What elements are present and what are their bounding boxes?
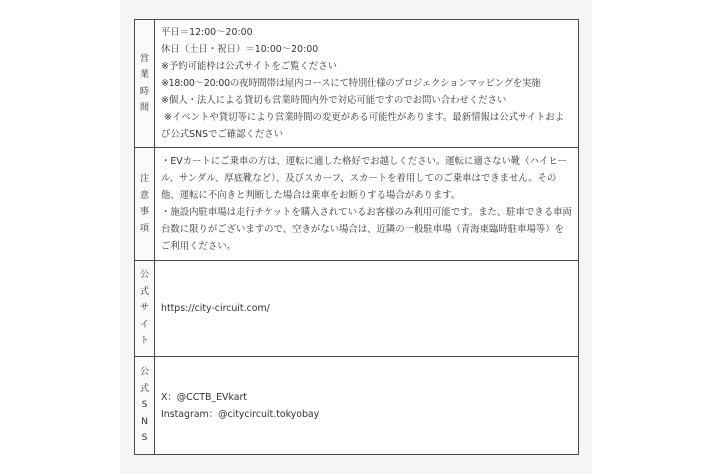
notes-row xyxy=(135,148,579,261)
website-label: 公式サイト xyxy=(139,269,150,347)
hours-note-reservation: ※予約可能枠は公式サイトをご覧ください xyxy=(161,61,337,72)
hours-label: 営業時間 xyxy=(139,52,150,113)
hours-label-cell xyxy=(135,20,155,148)
sns-x-account[interactable]: X：@CCTB_EVkart xyxy=(161,391,247,403)
website-content xyxy=(155,261,579,357)
hours-holiday: 休日（土日・祝日）＝10:00〜20:00 xyxy=(161,44,319,55)
page-bottom-strip xyxy=(120,456,592,474)
hours-content xyxy=(155,20,579,148)
notes-label-cell xyxy=(135,148,155,261)
notes-content xyxy=(155,148,579,261)
notes-paragraph-parking: ・施設内駐車場は走行チケットを購入されているお客様のみ利用可能です。また、駐車できる車両台数に限りがございますので、空きがない場合は、近隣の一般駐車場（青海東臨時駐車場等）をご利用ください。 xyxy=(161,207,572,252)
hours-row xyxy=(135,20,579,148)
website-label-cell xyxy=(135,261,155,357)
sns-content xyxy=(155,357,579,455)
hours-note-night: ※18:00〜20:00の夜時間帯は屋内コースにて特別仕様のプロジェクションマッピングを実施 xyxy=(161,78,541,89)
sns-label-cell xyxy=(135,357,155,455)
info-table xyxy=(134,19,579,455)
notes-paragraph-attire: ・EVカートにご乗車の方は、運転に適した格好でお越しください。運転に適さない靴（ハイヒール、サンダル、厚底靴など）、及びスカーフ、スカートを着用してのご乗車はできません。その他、運転に不向きと判断した場合は乗車をお断りする場合があります。 xyxy=(161,156,567,201)
hours-note-charter: ※個人・法人による貸切も営業時間内外で対応可能ですのでお問い合わせください xyxy=(161,95,507,106)
sns-row xyxy=(135,357,579,455)
hours-note-change: ※イベントや貸切等により営業時間の変更がある可能性があります。最新情報は公式サイトおよび公式SNSでご確認ください xyxy=(161,112,565,140)
sns-label: 公式SNS xyxy=(139,366,150,444)
hours-weekday: 平日＝12:00〜20:00 xyxy=(161,27,253,38)
website-link[interactable]: https://city-circuit.com/ xyxy=(161,303,270,314)
notes-label: 注意事項 xyxy=(139,173,150,234)
website-row xyxy=(135,261,579,357)
sns-instagram-account[interactable]: Instagram：@citycircuit.tokyobay xyxy=(161,408,320,420)
